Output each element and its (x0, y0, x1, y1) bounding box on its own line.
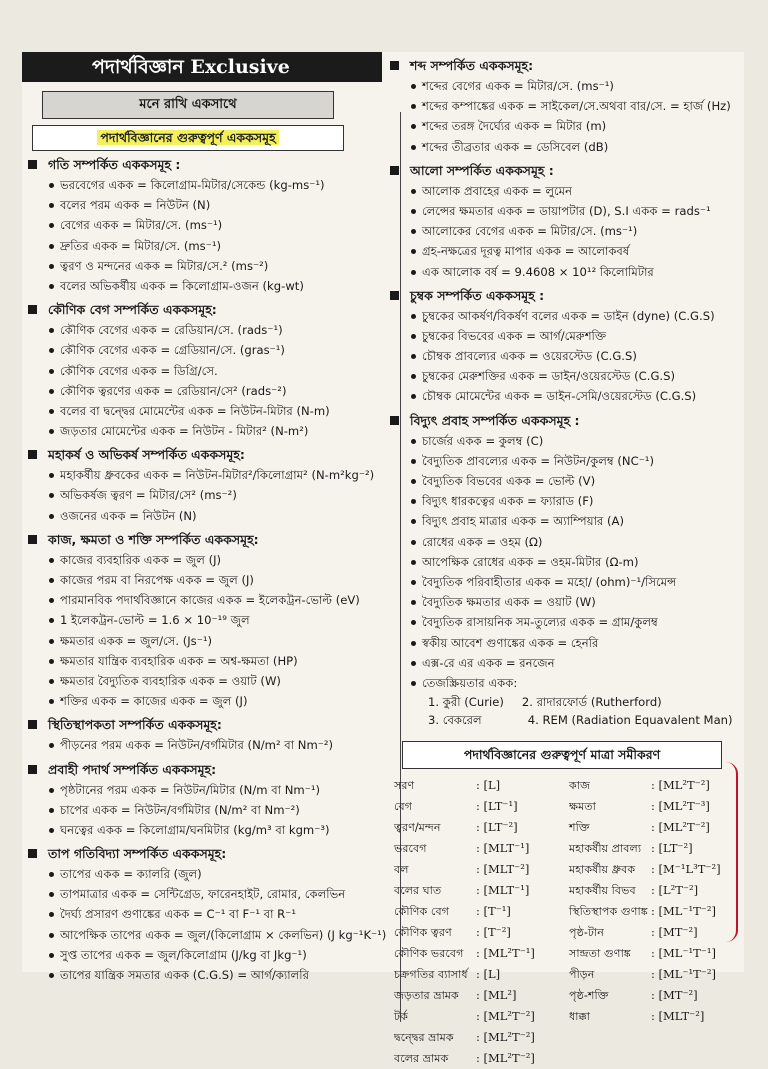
dimension-formula: : [MT⁻²] (651, 925, 698, 940)
dimension-formula: : [ML²T⁻²] (476, 1009, 535, 1024)
unit-section (22, 299, 382, 441)
quantity-name: পীড়ন (569, 968, 595, 982)
unit-item: চুম্বকের মেরুশক্তির একক = ডাইন/ওয়েরস্টেড (C.G.S) (384, 366, 744, 386)
unit-item: স্বকীয় আবেশ গুণাঙ্কের একক = হেনরি (384, 633, 744, 653)
quantity-name: সান্দ্রতা গুণাঙ্ক (569, 947, 631, 961)
dimension-formula: : [LT⁻¹] (476, 799, 518, 814)
dimension-row (569, 922, 744, 943)
dimension-formula: : [T⁻¹] (476, 904, 511, 919)
section-heading: শব্দ সম্পর্কিত এককসমূহ: (384, 55, 744, 76)
quantity-name: বলের ঘাত (394, 884, 442, 898)
unit-item: চৌম্বক মোমেন্টের একক = ডাইন-সেমি/ওয়েরস্টেড (C.G.S) (384, 386, 744, 406)
quantity-name: চক্রগতির ব্যাসার্ধ (394, 968, 468, 982)
dimension-row (569, 943, 744, 964)
red-brace-mark (726, 762, 738, 942)
dimension-row (394, 859, 569, 880)
right-column (384, 52, 744, 1069)
section-heading: তাপ গতিবিদ্যা সম্পর্কিত এককসমূহ: (22, 843, 382, 864)
dimension-row (569, 859, 744, 880)
unit-item: আলোক প্রবাহের একক = লুমেন (384, 181, 744, 201)
radio-unit: 2. রাদারফোর্ড (Rutherford) (521, 695, 662, 710)
dimension-table (394, 775, 744, 1069)
unit-item: আপেক্ষিক রোধের একক = ওহম-মিটার (Ω-m) (384, 552, 744, 572)
unit-item: তাপমাত্রার একক = সেন্টিগ্রেড, ফারেনহাইট, রোমার, কেলভিন (22, 884, 382, 904)
unit-item: বেগের একক = মিটার/সে. (ms⁻¹) (22, 215, 382, 235)
dimension-column-left (394, 775, 569, 1069)
quantity-name: কৌণিক বেগ (394, 905, 450, 919)
left-sections (22, 154, 387, 985)
dimension-row (394, 817, 569, 838)
unit-item: কৌণিক বেগের একক = গ্রেডিয়ান/সে. (gras⁻¹) (22, 340, 382, 360)
unit-section (384, 55, 744, 157)
unit-item: সুপ্ত তাপের একক = জুল/কিলোগ্রাম (J/kg বা Jkg⁻¹) (22, 945, 382, 965)
unit-section (384, 285, 744, 407)
unit-item: এক আলোক বর্ষ = 9.4608 × 10¹² কিলোমিটার (384, 262, 744, 282)
unit-item: লেন্সের ক্ষমতার একক = ডায়াপটার (D), S.I একক = rads⁻¹ (384, 201, 744, 221)
dimension-formula: : [ML²T⁻²] (651, 820, 710, 835)
dimension-formula: : [ML²T⁻³] (651, 799, 710, 814)
dimension-row (569, 838, 744, 859)
quantity-name: দ্বন্দ্বের ভ্রামক (394, 1031, 454, 1045)
dimension-row (394, 922, 569, 943)
dimension-formula: : [L²T⁻²] (651, 883, 699, 898)
unit-item: চুম্বকের আকর্ষণ/বিকর্ষণ বলের একক = ডাইন (dyne) (C.G.S) (384, 306, 744, 326)
dimension-formula: : [MLT⁻¹] (476, 841, 530, 856)
dimension-row (569, 796, 744, 817)
unit-item: চৌম্বক প্রাবল্যের একক = ওয়েরস্টেড (C.G.S) (384, 346, 744, 366)
page-title: পদার্থবিজ্ঞান Exclusive (22, 52, 382, 82)
unit-item: দৈর্ঘ্য প্রসারণ গুণাঙ্কের একক = C⁻¹ বা F⁻¹ বা R⁻¹ (22, 904, 382, 924)
unit-item: শক্তির একক = কাজের একক = জুল (J) (22, 691, 382, 711)
dimension-row (394, 985, 569, 1006)
quantity-name: ভরবেগ (394, 842, 427, 856)
unit-item: বৈদ্যুতিক রাসায়নিক সম-তুল্যের একক = গ্রাম/কুলম্ব (384, 612, 744, 632)
left-column (22, 52, 387, 985)
units-title: পদার্থবিজ্ঞানের গুরুত্বপূর্ণ এককসমূহ (97, 130, 278, 145)
unit-item: বলের বা দ্বন্দ্বের মোমেন্টের একক = নিউটন-মিটার (N-m) (22, 401, 382, 421)
dimension-formula: : [MLT⁻²] (651, 1009, 705, 1024)
radioactivity-units (384, 693, 744, 729)
unit-item: জড়তার মোমেন্টের একক = নিউটন - মিটার² (N-m²) (22, 421, 382, 441)
unit-item: কৌণিক ত্বরণের একক = রেডিয়ান/সে² (rads⁻²) (22, 381, 382, 401)
dimension-formula: : [ML⁻¹T⁻²] (651, 967, 716, 982)
quantity-name: ধাক্কা (569, 1010, 590, 1024)
unit-item: শব্দের তীব্রতার একক = ডেসিবেল (dB) (384, 137, 744, 157)
unit-section (22, 759, 382, 841)
dimension-formula: : [ML²T⁻²] (476, 1030, 535, 1045)
radio-unit: 1. কুরী (Curie) (428, 695, 504, 710)
unit-item: বলের পরম একক = নিউটন (N) (22, 195, 382, 215)
quantity-name: মহাকর্ষীয় প্রাবল্য (569, 842, 642, 856)
unit-item: ক্ষমতার যান্ত্রিক ব্যবহারিক একক = অশ্ব-ক্ষমতা (HP) (22, 651, 382, 671)
section-heading: কাজ, ক্ষমতা ও শক্তি সম্পর্কিত এককসমূহ: (22, 529, 382, 550)
dimension-formula: : [M⁻¹L³T⁻²] (651, 862, 721, 877)
radio-unit: 3. বেকরেল (428, 713, 482, 728)
section-heading: মহাকর্ষ ও অভিকর্ষ সম্পর্কিত এককসমূহ: (22, 444, 382, 465)
dimension-row (569, 775, 744, 796)
dimension-formula: : [ML²] (476, 988, 517, 1003)
quantity-name: টর্ক (394, 1010, 408, 1024)
unit-item: ক্ষমতার একক = জুল/সে. (Js⁻¹) (22, 631, 382, 651)
quantity-name: সরণ (394, 779, 415, 793)
dimension-formula: : [ML²T⁻²] (651, 778, 710, 793)
unit-section (22, 714, 382, 755)
unit-item: ক্ষমতার বৈদ্যুতিক ব্যবহারিক একক = ওয়াট (W) (22, 671, 382, 691)
unit-item: বৈদ্যুতিক বিভবের একক = ভোল্ট (V) (384, 471, 744, 491)
quantity-name: মহাকর্ষীয় বিভব (569, 884, 636, 898)
unit-section (384, 410, 744, 693)
dimension-formula: : [LT⁻²] (651, 841, 693, 856)
unit-item: পারমানবিক পদার্থবিজ্ঞানে কাজের একক = ইলেকট্রন-ভোল্ট (eV) (22, 590, 382, 610)
quantity-name: শক্তি (569, 821, 590, 835)
dimension-row (394, 901, 569, 922)
section-heading: স্থিতিস্থাপকতা সম্পর্কিত এককসমূহ: (22, 714, 382, 735)
unit-section (384, 160, 744, 282)
dimension-formula: : [ML²T⁻²] (476, 1051, 535, 1066)
document-page (22, 52, 744, 1066)
unit-item: ঘনত্বের একক = কিলোগ্রাম/ঘনমিটার (kg/m³ বা kgm⁻³) (22, 820, 382, 840)
quantity-name: পৃষ্ঠ-শক্তি (569, 989, 609, 1003)
section-heading: চুম্বক সম্পর্কিত এককসমূহ : (384, 285, 744, 306)
unit-item: রোধের একক = ওহম (Ω) (384, 532, 744, 552)
unit-item: মহাকর্ষীয় ধ্রুবকের একক = নিউটন-মিটার²/কিলোগ্রাম² (N-m²kg⁻²) (22, 465, 382, 485)
unit-item: আপেক্ষিক তাপের একক = জুল/(কিলোগ্রাম × কেলভিন) (J kg⁻¹K⁻¹) (22, 925, 382, 945)
unit-item: আলোকের বেগের একক = মিটার/সে. (ms⁻¹) (384, 221, 744, 241)
dimension-row (394, 964, 569, 985)
unit-item: শব্দের কম্পাঙ্কের একক = সাইকেল/সে.অথবা বার/সে. = হার্জ (Hz) (384, 96, 744, 116)
right-sections (384, 55, 744, 693)
dimension-row (394, 943, 569, 964)
dimension-row (394, 880, 569, 901)
unit-item: চুম্বকের বিভবের একক = আর্গ/মেরুশক্তি (384, 326, 744, 346)
unit-section (22, 529, 382, 712)
unit-item: বৈদ্যুতিক পরিবাহীতার একক = মহো/ (ohm)⁻¹/সিমেন্স (384, 572, 744, 592)
dimension-row (569, 901, 744, 922)
unit-section (22, 154, 382, 296)
section-heading: আলো সম্পর্কিত এককসমূহ : (384, 160, 744, 181)
quantity-name: কৌণিক ভরবেগ (394, 947, 464, 961)
unit-item: তাপের একক = ক্যালরি (জুল) (22, 864, 382, 884)
section-heading: গতি সম্পর্কিত এককসমূহ : (22, 154, 382, 175)
dimension-formula: : [MLT⁻²] (476, 862, 530, 877)
unit-item: পৃষ্ঠটানের পরম একক = নিউটন/মিটার (N/m বা Nm⁻¹) (22, 780, 382, 800)
dimension-formula: : [L] (476, 778, 501, 793)
dimension-row (394, 1027, 569, 1048)
quantity-name: পৃষ্ঠ-টান (569, 926, 604, 940)
unit-item: কৌণিক বেগের একক = রেডিয়ান/সে. (rads⁻¹) (22, 320, 382, 340)
unit-item: চাপের একক = নিউটন/বর্গমিটার (N/m² বা Nm⁻²) (22, 800, 382, 820)
dimension-formula: : [ML²T⁻¹] (476, 946, 535, 961)
dimension-formula: : [MT⁻²] (651, 988, 698, 1003)
dimension-row (569, 985, 744, 1006)
unit-item: বৈদ্যুতিক ক্ষমতার একক = ওয়াট (W) (384, 592, 744, 612)
dimension-row (569, 964, 744, 985)
unit-section (22, 843, 387, 985)
unit-item: অভিকর্ষজ ত্বরণ = মিটার/সে² (ms⁻²) (22, 485, 382, 505)
unit-item: শব্দের তরঙ্গ দৈর্ঘ্যের একক = মিটার (m) (384, 116, 744, 136)
unit-item: বলের অভিকর্ষীয় একক = কিলোগ্রাম-ওজন (kg-wt) (22, 276, 382, 296)
quantity-name: ত্বরণ/মন্দন (394, 821, 441, 835)
unit-item: ভরবেগের একক = কিলোগ্রাম-মিটার/সেকেন্ড (kg-ms⁻¹) (22, 175, 382, 195)
unit-item: এক্স-রে এর একক = রনজেন (384, 653, 744, 673)
unit-item: ওজনের একক = নিউটন (N) (22, 506, 382, 526)
unit-item: 1 ইলেকট্রন-ভোল্ট = 1.6 × 10⁻¹⁹ জুল (22, 610, 382, 630)
unit-section (22, 444, 382, 526)
section-heading: প্রবাহী পদার্থ সম্পর্কিত এককসমূহ: (22, 759, 382, 780)
dimension-column-right (569, 775, 744, 1069)
unit-item: তাপের যান্ত্রিক সমতার একক (C.G.S) = আর্গ/ক্যালরি (22, 965, 382, 985)
unit-item: বিদ্যুৎ প্রবাহ মাত্রার একক = অ্যাম্পিয়ার (A) (384, 511, 744, 531)
quantity-name: কাজ (569, 779, 591, 793)
subtitle-box: মনে রাখি একসাথে (42, 91, 334, 119)
unit-item: কৌণিক বেগের একক = ডিগ্রি/সে. (22, 361, 382, 381)
section-heading: কৌণিক বেগ সম্পর্কিত এককসমূহ: (22, 299, 382, 320)
quantity-name: বল (394, 863, 409, 877)
unit-item: তেজস্ক্রিয়তার একক: (384, 673, 744, 693)
unit-item: বিদ্যুৎ ধারকত্বের একক = ফ্যারাড (F) (384, 491, 744, 511)
dimension-row (394, 1048, 569, 1069)
dimension-table-title: পদার্থবিজ্ঞানের গুরুত্বপূর্ণ মাত্রা সমীকরণ (402, 741, 722, 769)
unit-item: কাজের ব্যবহারিক একক = জুল (J) (22, 550, 382, 570)
dimension-row (394, 796, 569, 817)
dimension-formula: : [L] (476, 967, 501, 982)
quantity-name: ক্ষমতা (569, 800, 596, 814)
unit-item: গ্রহ-নক্ষত্রের দূরত্ব মাপার একক = আলোকবর্ষ (384, 241, 744, 261)
dimension-formula: : [T⁻²] (476, 925, 511, 940)
dimension-formula: : [MLT⁻¹] (476, 883, 530, 898)
radio-unit: 4. REM (Radiation Equavalent Man) (527, 713, 733, 728)
dimension-row (569, 817, 744, 838)
unit-item: ত্বরণ ও মন্দনের একক = মিটার/সে.² (ms⁻²) (22, 256, 382, 276)
unit-item: পীড়নের পরম একক = নিউটন/বর্গমিটার (N/m² বা Nm⁻²) (22, 735, 382, 755)
dimension-row (569, 880, 744, 901)
quantity-name: স্থিতিস্থাপক গুণাঙ্ক (569, 905, 648, 919)
unit-item: চার্জের একক = কুলম্ব (C) (384, 431, 744, 451)
section-heading: বিদ্যুৎ প্রবাহ সম্পর্কিত এককসমূহ : (384, 410, 744, 431)
quantity-name: জড়তার ভ্রামক (394, 989, 459, 1003)
unit-item: বৈদ্যুতিক প্রাবল্যের একক = নিউটন/কুলম্ব (NC⁻¹) (384, 451, 744, 471)
dimension-formula: : [ML⁻¹T⁻²] (651, 904, 716, 919)
units-title-box (32, 125, 344, 151)
unit-item: দ্রুতির একক = মিটার/সে. (ms⁻¹) (22, 236, 382, 256)
dimension-row (394, 838, 569, 859)
dimension-row (394, 775, 569, 796)
dimension-formula: : [ML⁻¹T⁻¹] (651, 946, 716, 961)
quantity-name: বলের ভ্রামক (394, 1052, 449, 1066)
quantity-name: মহাকর্ষীয় ধ্রুবক (569, 863, 636, 877)
unit-item: শব্দের বেগের একক = মিটার/সে. (ms⁻¹) (384, 76, 744, 96)
quantity-name: বেগ (394, 800, 413, 814)
unit-item: কাজের পরম বা নিরপেক্ষ একক = জুল (J) (22, 570, 382, 590)
dimension-formula: : [LT⁻²] (476, 820, 518, 835)
quantity-name: কৌণিক ত্বরণ (394, 926, 452, 940)
